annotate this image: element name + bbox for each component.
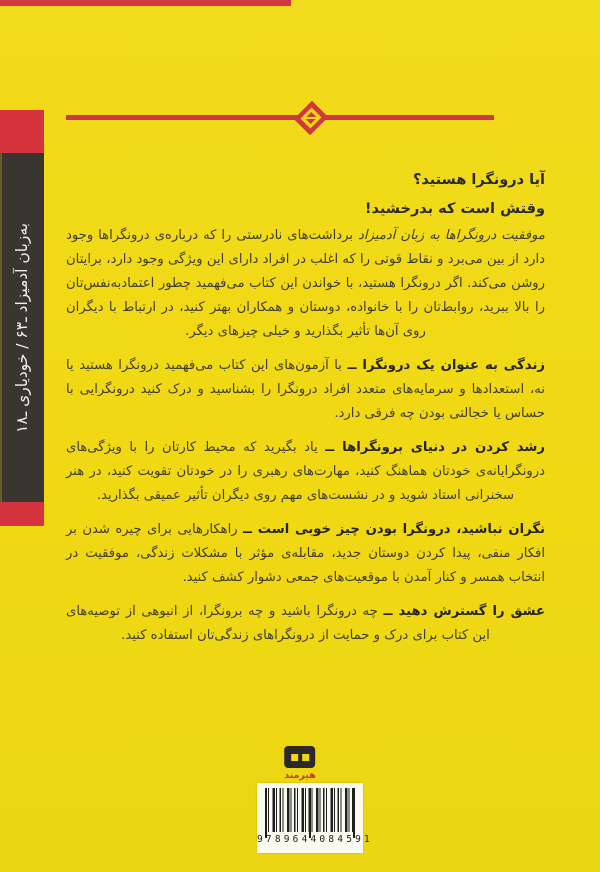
blurb-paragraph: [66, 436, 545, 508]
paragraph-text: راهکارهایی برای چیره شدن بر افکار منفی، پیدا کردن دوستان جدید، مقابله‌ی مؤثر با مشکلات زندگی، موفقیت در انتخاب همسر و کنار آمدن با موقعیت‌های جمعی دشوار کشف کنید.: [66, 522, 545, 585]
blurb-paragraph: [66, 224, 545, 344]
blurb-text-block: [66, 224, 545, 658]
paragraph-lead: زندگی به عنوان یک درونگرا ــ: [347, 358, 545, 373]
paragraph-text: برداشت‌های نادرستی را که درباره‌ی درونگراها وجود دارد از بین می‌برد و نقاط قوتی را که اغلب در افراد دارای این ویژگی وجود دارد، برایتان روشن می‌کند. اگر درونگرا هستید، با خواندن این کتاب می‌فهمید چطور اعتمادبه‌نفس‌تان را بالا ببرید، روابط‌تان را با خانواده، دوستان و همکاران بهتر کنید، در ارتباط با دیگران روی آن‌ها تأثیر بگذارید و خیلی چیزهای دیگر.: [66, 228, 545, 339]
back-cover-headings: [365, 166, 545, 224]
publisher-logo-mark: [285, 746, 316, 768]
blurb-paragraph: [66, 518, 545, 590]
series-spine-strip: [0, 110, 44, 526]
heading-line-1: آیا درونگرا هستید؟: [412, 172, 545, 188]
spine-cap-top: [0, 110, 44, 153]
publisher-logo: [284, 746, 316, 781]
series-label: به‌زبان آدمیزاد ـ۶۳ / خودیاری ـ۱۸: [13, 222, 31, 433]
paragraph-text: یاد بگیرید که محیط کارتان را با ویژگی‌های درونگرایانه‌ی خودتان هماهنگ کنید، مهارت‌های رهبری را در خودتان تقویت کنید، در هنر سخنرانی استاد شوید و در نشست‌های مهم روی دیگران تأثیر عمیقی بگذارید.: [66, 440, 545, 503]
paragraph-lead: موفقیت درونگراها به زبان آدمیزاد: [358, 228, 545, 243]
ornament-rule: [66, 115, 494, 120]
spine-body: [0, 153, 44, 502]
blurb-paragraph: [66, 600, 545, 648]
paragraph-text: با آزمون‌های این کتاب می‌فهمید درونگرا هستید یا نه، استعدادها و سرمایه‌های متعدد افراد درونگرا را بشناسید و درک کنید درونگرایی با حساس یا خجالتی بودن چه فرقی دارد.: [66, 358, 545, 421]
diamond-ornament-icon: [294, 101, 328, 135]
barcode-number: 9789644084591: [257, 834, 373, 845]
paragraph-lead: رشد کردن در دنیای برونگراها ــ: [325, 440, 545, 455]
spine-cap-bottom: [0, 502, 44, 526]
paragraph-lead: عشق را گسترش دهید ــ: [383, 604, 545, 619]
top-edge-red-strip: [0, 0, 291, 6]
publisher-name: هیرمند: [284, 770, 316, 781]
heading-line-2: وقتش است که بدرخشید!: [364, 201, 545, 217]
paragraph-text: چه درونگرا باشید و چه برونگرا، از انبوهی از توصیه‌های این کتاب برای درک و حمایت از درونگراهای زندگی‌تان استفاده کنید.: [66, 604, 490, 643]
blurb-paragraph: [66, 354, 545, 426]
isbn-barcode: [257, 783, 373, 853]
logo-square-right: [291, 754, 298, 761]
ornament-divider: [66, 100, 494, 136]
paragraph-lead: نگران نباشید، درونگرا بودن چیز خوبی است ــ: [242, 522, 545, 537]
logo-square-left: [302, 754, 309, 761]
